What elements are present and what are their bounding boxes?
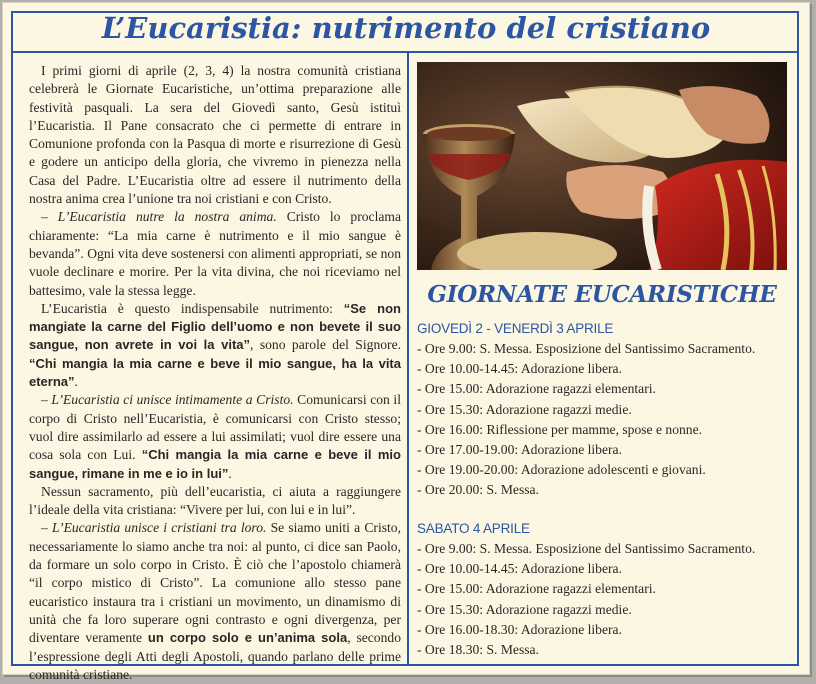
article-text: I primi giorni di aprile (2, 3, 4) la nostra comunità cristiana celebrerà le Giornate Eucaristiche, un’ottima preparazione alle festività pasquali. La sera del Giovedì santo, Gesù istituì l’Eucaristia. Il Pane consacrato che ci permette di entrare in Comunione profonda con la Pasqua di morte e risurrezione di Gesù e godere un anticipo della gloria, che vivremo in pienezza nella Casa del Padre. L’Eucaristia oltre ad essere il nutrimento della nostra anima crea l’unione tra noi cristiani e con Cristo. <box>29 63 401 207</box>
article-title: L’Eucaristia: nutrimento del cristiano <box>101 11 711 45</box>
schedule-item: - Ore 15.30: Adorazione ragazzi medie. <box>417 401 632 417</box>
article-paragraph <box>29 208 401 299</box>
eucharist-photo-illustration <box>417 62 787 270</box>
article-paragraph <box>29 391 401 482</box>
article-emphasis: – L’Eucaristia nutre la nostra anima. <box>41 209 277 225</box>
schedule-item: - Ore 10.00-14.45: Adorazione libera. <box>417 561 622 577</box>
title-divider <box>11 51 799 53</box>
article-paragraph <box>29 483 401 520</box>
schedule-item: - Ore 19.00-20.00: Adorazione adolescenti e giovani. <box>417 462 706 478</box>
article-emphasis: – L’Eucaristia ci unisce intimamente a Cristo. <box>41 392 294 408</box>
article-paragraph <box>29 62 401 208</box>
article-body <box>29 62 401 684</box>
schedule-item: - Ore 20.00: S. Messa. <box>417 482 539 498</box>
article-quote: “Chi mangia la mia carne e beve il mio sangue, rimane in me e io in lui” <box>29 447 401 481</box>
schedule-list <box>417 339 797 501</box>
schedule-item: - Ore 15.00: Adorazione ragazzi elementari. <box>417 381 656 397</box>
article-quote: un corpo solo e un’anima sola <box>147 630 348 646</box>
schedule-item: - Ore 16.00-18.30: Adorazione libera. <box>417 621 622 637</box>
schedule-item: - Ore 9.00: S. Messa. Esposizione del Santissimo Sacramento. <box>417 341 756 356</box>
article-text: L’Eucaristia è questo indispensabile nutrimento: <box>41 300 344 316</box>
article-text: Comunicarsi con il corpo di Cristo nell’Eucaristia, è comunicarsi con Cristo stesso; vuol dire assimilarlo ad essere a lui assimilati; vuol dire essere una cosa sola con Lui. <box>29 392 401 463</box>
schedule-item: - Ore 17.00-19.00: Adorazione libera. <box>417 442 622 458</box>
article-text: , secondo l’espressione degli Atti degli Apostoli, quando parlano delle prime comunità cristiane. <box>29 630 401 682</box>
article-emphasis: – L’Eucaristia unisce i cristiani tra loro. <box>41 520 267 536</box>
schedule-day-heading: GIOVEDÌ 2 - VENERDÌ 3 APRILE <box>417 321 614 336</box>
schedule-item: - Ore 16.00: Riflessione per mamme, spose e nonne. <box>417 421 703 437</box>
article-text: . <box>228 465 232 481</box>
article-text: Nessun sacramento, più dell’eucaristia, ci aiuta a raggiungere l’ideale della vita cristiana: “Vivere per lui, con lui e in lui”. <box>29 483 401 518</box>
newsletter-page <box>2 2 810 682</box>
giornate-title: GIORNATE EUCARISTICHE <box>427 281 777 308</box>
article-text: , sono parole del Signore. <box>250 337 401 353</box>
schedule-item: - Ore 18.30: S. Messa. <box>417 642 539 658</box>
schedule-list <box>417 539 797 660</box>
schedule-item: - Ore 10.00-14.45: Adorazione libera. <box>417 361 622 377</box>
article-text: Cristo lo proclama chiaramente: “La mia carne è nutrimento e il mio sangue è bevanda”. Ogni vita deve sostenersi con alimenti appropriati, se non vuole declinare e morire. Per la vita divina, che noi riceviamo nel battesimo, vale la stessa legge. <box>29 209 402 298</box>
column-divider <box>407 53 409 666</box>
eucharist-photo <box>417 62 787 270</box>
article-text: Se siamo uniti a Cristo, necessariamente lo siamo anche tra noi: al punto, ci dice san Paolo, da formare un solo corpo in Cristo. È ciò che l’apostolo chiamerà “il corpo mistico di Cristo”. La comunione allo stesso pane eucaristico instaura tra i cristiani un movimento, un dinamismo di unità che fa loro superare ogni contrasto e ogni divergenza, per diventare veramente <box>29 520 401 646</box>
article-quote: “Se non mangiate la carne del Figlio dell’uomo e non bevete il suo sangue, non avrete in voi la vita” <box>29 300 401 353</box>
schedule-item: - Ore 9.00: S. Messa. Esposizione del Santissimo Sacramento. <box>417 541 756 556</box>
article-text: . <box>74 374 78 390</box>
schedule-item: - Ore 15.30: Adorazione ragazzi medie. <box>417 601 632 617</box>
schedule-item: - Ore 15.00: Adorazione ragazzi elementari. <box>417 581 656 597</box>
schedule-day-1 <box>417 321 797 501</box>
schedule-day-2 <box>417 521 797 660</box>
schedule-day-heading: SABATO 4 APRILE <box>417 521 530 536</box>
article-paragraph <box>29 300 401 391</box>
article-quote: “Chi mangia la mia carne e beve il mio sangue, ha la vita eterna” <box>29 355 401 390</box>
article-paragraph <box>29 519 401 684</box>
